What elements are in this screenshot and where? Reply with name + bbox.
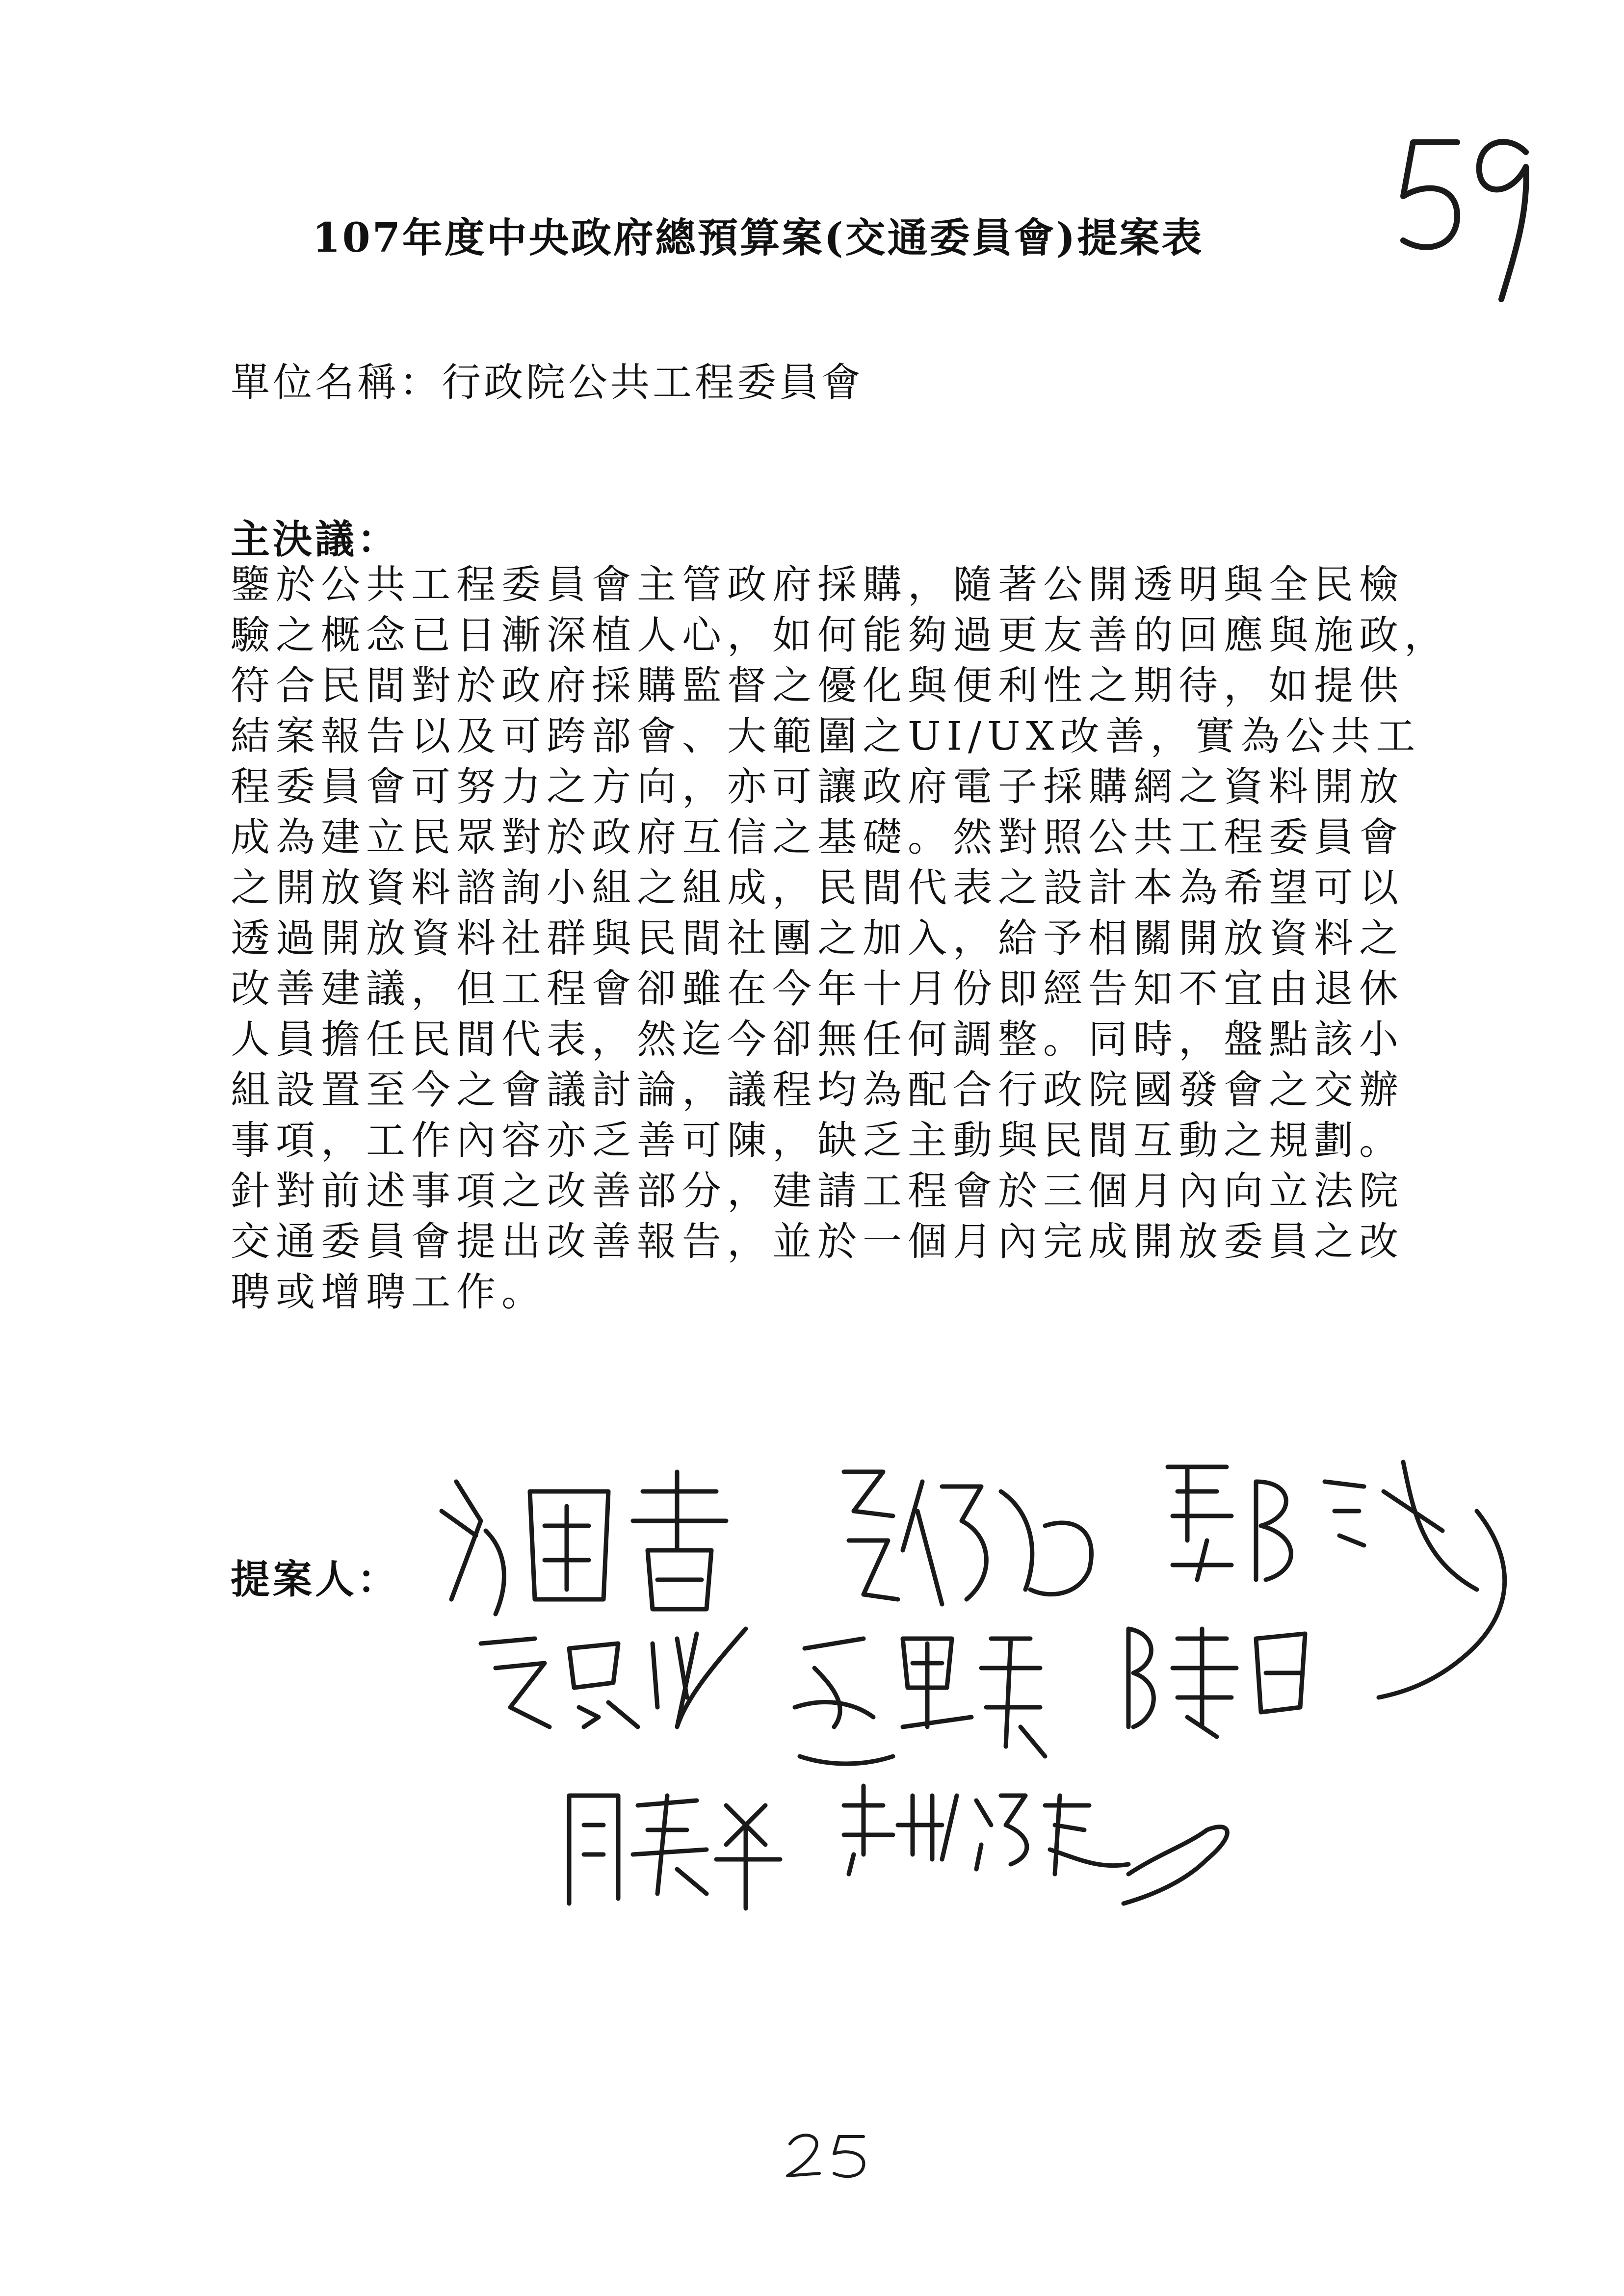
body-line: 結案報告以及可跨部會、大範圍之UI/UX改善，實為公共工	[231, 713, 1421, 759]
body-line: 事項，工作內容亦乏善可陳，缺乏主動與民間互動之規劃。	[231, 1118, 1404, 1163]
main-resolution-body	[231, 559, 1449, 1317]
proposer-label: 提案人：	[231, 1556, 399, 1602]
body-line: 聘或增聘工作。	[231, 1269, 547, 1315]
body-line: 透過開放資料社群與民間社團之加入，給予相關開放資料之	[231, 915, 1404, 961]
signature	[844, 1472, 1091, 1604]
proposer-signatures	[422, 1452, 1550, 2011]
body-line: 交通委員會提出改善報告，並於一個月內完成開放委員之改	[231, 1219, 1404, 1264]
unit-label: 單位名稱：	[231, 360, 442, 405]
page-title: 107年度中央政府總預算案(交通委員會)提案表	[312, 214, 1204, 261]
body-line: 組設置至今之會議討論，議程均為配合行政院國發會之交辦	[231, 1067, 1404, 1113]
body-line: 針對前述事項之改善部分，建請工程會於三個月內向立法院	[231, 1168, 1404, 1214]
signature	[1128, 1629, 1305, 1737]
body-line: 人員擔任民間代表，然迄今卻無任何調整。同時，盤點該小	[231, 1017, 1404, 1062]
body-line: 鑒於公共工程委員會主管政府採購，隨著公開透明與全民檢	[231, 562, 1404, 607]
signature	[795, 1639, 1045, 1764]
signature	[442, 1472, 726, 1614]
signature	[1168, 1462, 1505, 1697]
body-line: 符合民間對於政府採購監督之優化與便利性之期待，如提供	[231, 663, 1404, 708]
signature	[569, 1796, 780, 1908]
handwritten-footer-number	[780, 2124, 878, 2183]
unit-line	[231, 351, 864, 407]
body-line: 驗之概念已日漸深植人心，如何能夠過更友善的回應與施政，	[231, 612, 1449, 658]
body-line: 改善建議，但工程會卻雖在今年十月份即經告知不宜由退休	[231, 966, 1404, 1012]
body-line: 程委員會可努力之方向，亦可讓政府電子採購網之資料開放	[231, 764, 1404, 809]
signature	[844, 1786, 1227, 1904]
body-line: 成為建立民眾對於政府互信之基礎。然對照公共工程委員會	[231, 814, 1404, 860]
signature	[481, 1629, 746, 1727]
unit-value: 行政院公共工程委員會	[442, 360, 864, 405]
main-resolution-heading: 主決議：	[231, 516, 399, 562]
body-line: 之開放資料諮詢小組之組成，民間代表之設計本為希望可以	[231, 865, 1404, 911]
